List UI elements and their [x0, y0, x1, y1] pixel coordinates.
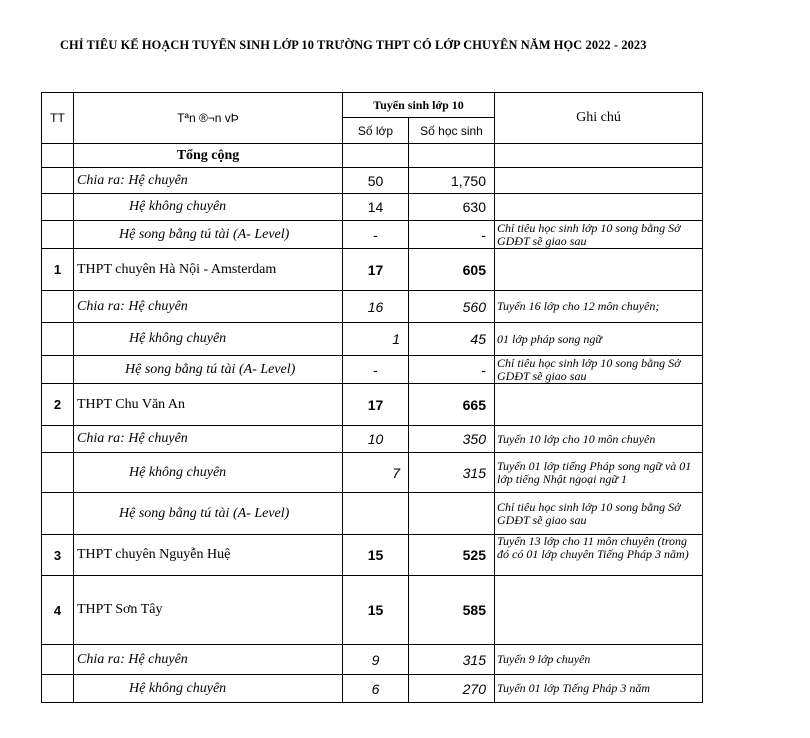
row-note: Tuyển 16 lớp cho 12 môn chuyên; [495, 291, 703, 323]
table-row [42, 194, 703, 221]
row-name: Chia ra: Hệ chuyên [74, 426, 343, 453]
row-index [42, 356, 74, 384]
row-name: THPT Chu Văn An [74, 384, 343, 426]
table-row [42, 384, 703, 426]
row-note [495, 144, 703, 168]
table-row [42, 144, 703, 168]
row-name: THPT Sơn Tây [74, 576, 343, 645]
row-note [495, 249, 703, 291]
row-student-count: 270 [409, 675, 495, 703]
row-class-count [343, 493, 409, 535]
table-row [42, 323, 703, 356]
row-class-count: 1 [343, 323, 409, 356]
row-index: 4 [42, 576, 74, 645]
table-row [42, 221, 703, 249]
row-student-count [409, 144, 495, 168]
row-name: Hệ không chuyên [74, 323, 343, 356]
row-student-count: 525 [409, 535, 495, 576]
row-name: Chia ra: Hệ chuyên [74, 168, 343, 194]
row-student-count: - [409, 356, 495, 384]
document-title: CHỈ TIÊU KẾ HOẠCH TUYỂN SINH LỚP 10 TRƯỜNG THPT CÓ LỚP CHUYÊN NĂM HỌC 2022 - 2023 [60, 38, 647, 52]
row-note [495, 535, 703, 576]
header-class-count: Số lớp [343, 118, 409, 144]
row-name: Hệ không chuyên [74, 194, 343, 221]
table-row [42, 645, 703, 675]
row-note-text: Tuyển 13 lớp cho 11 môn chuyên (trong đó có 01 lớp chuyên Tiếng Pháp 3 năm) [497, 535, 689, 561]
row-index [42, 645, 74, 675]
row-name: THPT chuyên Nguyễn Huệ [74, 535, 343, 576]
row-index [42, 323, 74, 356]
table-row [42, 576, 703, 645]
row-student-count [409, 493, 495, 535]
header-unit-name: Tªn ®¬n vÞ [74, 93, 343, 144]
row-note: 01 lớp pháp song ngữ [495, 323, 703, 356]
table-row [42, 535, 703, 576]
row-index [42, 426, 74, 453]
row-class-count: - [343, 221, 409, 249]
row-student-count: - [409, 221, 495, 249]
row-student-count: 1,750 [409, 168, 495, 194]
row-note: Tuyển 9 lớp chuyên [495, 645, 703, 675]
row-class-count: 50 [343, 168, 409, 194]
row-index [42, 291, 74, 323]
row-class-count: 15 [343, 576, 409, 645]
row-class-count: 14 [343, 194, 409, 221]
row-class-count: 6 [343, 675, 409, 703]
row-class-count: 17 [343, 249, 409, 291]
row-class-count: 17 [343, 384, 409, 426]
row-index [42, 453, 74, 493]
table-row [42, 453, 703, 493]
row-index [42, 168, 74, 194]
row-student-count: 315 [409, 645, 495, 675]
row-name: THPT chuyên Hà Nội - Amsterdam [74, 249, 343, 291]
row-class-count: 15 [343, 535, 409, 576]
row-class-count: - [343, 356, 409, 384]
row-name: Chia ra: Hệ chuyên [74, 291, 343, 323]
row-index [42, 221, 74, 249]
enrollment-table [41, 92, 703, 703]
table-row [42, 493, 703, 535]
header-student-count: Số học sinh [409, 118, 495, 144]
table-row [42, 356, 703, 384]
row-note [495, 194, 703, 221]
row-note: Tuyển 01 lớp tiếng Pháp song ngữ và 01 lớp tiếng Nhật ngoại ngữ 1 [495, 453, 703, 493]
row-student-count: 665 [409, 384, 495, 426]
header-admission-group: Tuyển sinh lớp 10 [343, 93, 495, 118]
row-student-count: 605 [409, 249, 495, 291]
row-class-count: 9 [343, 645, 409, 675]
table-row [42, 675, 703, 703]
row-name: Hệ song bằng tú tài (A- Level) [74, 356, 343, 384]
row-name: Hệ song bằng tú tài (A- Level) [74, 221, 343, 249]
row-class-count [343, 144, 409, 168]
row-index: 1 [42, 249, 74, 291]
row-student-count: 585 [409, 576, 495, 645]
row-note: Tuyển 01 lớp Tiếng Pháp 3 năm [495, 675, 703, 703]
row-name: Hệ không chuyên [74, 675, 343, 703]
row-index: 3 [42, 535, 74, 576]
header-tt: TT [42, 93, 74, 144]
row-name: Hệ song bằng tú tài (A- Level) [74, 493, 343, 535]
row-note: Chỉ tiêu học sinh lớp 10 song bằng Sở GDĐT sẽ giao sau [495, 356, 703, 384]
row-class-count: 16 [343, 291, 409, 323]
row-name: Hệ không chuyên [74, 453, 343, 493]
row-note [495, 168, 703, 194]
row-name: Tổng cộng [74, 144, 343, 168]
row-student-count: 630 [409, 194, 495, 221]
table-row [42, 249, 703, 291]
table-row [42, 426, 703, 453]
row-index [42, 493, 74, 535]
table-row [42, 168, 703, 194]
row-note [495, 384, 703, 426]
row-student-count: 315 [409, 453, 495, 493]
table-row [42, 291, 703, 323]
row-index [42, 194, 74, 221]
header-notes: Ghi chú [495, 93, 703, 144]
row-index [42, 144, 74, 168]
row-student-count: 350 [409, 426, 495, 453]
row-note [495, 576, 703, 645]
row-name: Chia ra: Hệ chuyên [74, 645, 343, 675]
row-index: 2 [42, 384, 74, 426]
row-note: Chỉ tiêu học sinh lớp 10 song bằng Sở GDĐT sẽ giao sau [495, 221, 703, 249]
row-class-count: 10 [343, 426, 409, 453]
row-note: Tuyển 10 lớp cho 10 môn chuyên [495, 426, 703, 453]
row-student-count: 560 [409, 291, 495, 323]
row-class-count: 7 [343, 453, 409, 493]
row-student-count: 45 [409, 323, 495, 356]
row-index [42, 675, 74, 703]
row-note: Chỉ tiêu học sinh lớp 10 song bằng Sở GDĐT sẽ giao sau [495, 493, 703, 535]
